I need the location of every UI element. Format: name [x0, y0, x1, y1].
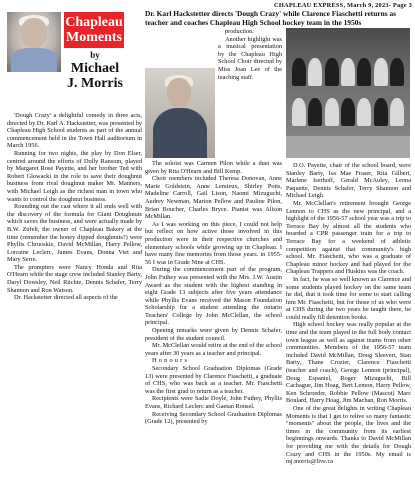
paragraph: Running for two nights, the play by Don Elser, centred around the efforts of Dolly Ransom, played by Margaret Rose Payette, and her brother Ted with Robert Glowacki in the role to save their doughnut business from rival doughnut maker Mr. Manners, with Michael Leigh as the richest man in town who wants to control the doughnut business.	[7, 149, 142, 203]
paragraph: D.O. Payette, chair of the school board, were Stanley Barty, Isa Mae Fraser, Rita Gilbert, Marlene Iserhoff, Gerald McAuley, Leona Paquette, Dennis Schafer, Terry Shannon and Michael Leigh.	[286, 162, 411, 200]
paragraph: Opening remarks were given by Dennis Schafer, president of the student council.	[145, 327, 282, 342]
byline	[64, 50, 126, 91]
paragraph: During the commencement part of the program, John Futhey was presented with the Mrs. J.W. Austin Award as the student with the highest standing in eight Grade 13 subjects after five years attendance while Phyllis Evans received the Mason Foundation Scholarship for a student attending the ontario Teachers' College by John McClellan, the school principal.	[145, 266, 282, 327]
paragraph: One of the great delights in writing Chapleau Moments is that I get to relive so many fantastic "moments" about the people, the lives and the times in the community from its earliest beginnings onwards. Thanks to David McMillan for providing me with the details for Dough Crazy and CHS in the 1950s. My email is mj.morris@live.ca	[286, 405, 411, 466]
paragraph: Mr. McClellan's retirement brought George Lennon to CHS as the new principal, and a highlight of the 1956-57 school year was a trip to Terrace Bay by almost all the students who boarded a CPR passenger train for a trip to Terrace Bay for a weekend of athletic competition against that community's high school. Mr. Fiaschetti, who was a graduate of Chapleau minor hockey and had played for the Chapleau Trappers and Huskies was the coach.	[286, 199, 411, 276]
byline-by: by	[90, 50, 100, 60]
paragraph: 'Dough Crazy' a delightful comedy in three acts, directed by Dr. Karl A. Hackstetter, was presented by Chapleau High School students as part of the annual commencement held in the Town Hall auditorium in March 1956.	[7, 112, 142, 150]
author-photo	[7, 12, 61, 72]
paragraph: production.	[225, 28, 254, 35]
paragraph: Secondary School Graduation Diplomas (Grade 13) were presented by Clarence Fiaschetti, a graduate of CHS, who was back as a teacher. Mr. Fiaschetti was the first grad to return as a teacher.	[145, 365, 282, 395]
left-column	[7, 112, 142, 302]
column-masthead	[7, 12, 125, 110]
paragraph: Another highlight was a musical presentation by the Chapleau High School Choir directed by Miss Joan Lee of the teaching staff.	[218, 35, 282, 81]
article-headline: Dr. Karl Hackstetter directs 'Dough Crazy' while Clarence Fiaschetti returns as teacher and coaches Chapleau High School hockey team in the 1950s	[145, 9, 397, 27]
paragraph: Rounding out the cast where it all ends well with the discovery of the formula for Giant Doughnuts which saves the business, and were actually made by B.W. Zufelt, the owner of Chapleau Bakery at the time (remember the honey dipped doughnuts?) were Phyllis Chruoskie, David McMillan, Harry Pellow, Lorraine Leclerc, James Evans, Donna Viet and Mary Serre.	[7, 203, 142, 264]
honours-title: Honours	[152, 357, 190, 365]
running-head: CHAPLEAU EXPRESS, March 9, 2023- Page 3	[274, 2, 412, 9]
right-column	[286, 162, 411, 466]
paragraph: High school hockey was really popular at the time and the team played in the full body contact town league as well as against teams from other communities. Members of the 1956-57 team included David McMillan, Doug Sleevert, Stan Barty, Thane Crozier, Clarence Fiaschetti (teacher and coach), George Lennon (principal), Doug Espaniel, Roger Mizuguchi, Bill Cachague, Jim Hoag, Bert Lemon, Harry Pellow, Ken Schroeder, Robbie Pellow (Mascot) Marc Boulard, Harry Hoag, Jim Machan, Ron Morris.	[286, 321, 411, 405]
paragraph: As I was working on this piece, I could not help but reflect on how active those involved in this production were in their respective churches and elementary schools while growing up in Chapleau. I have many fine memories from those years. in 1955-56 I was in Grade Nine at CHS.	[145, 220, 282, 266]
paragraph: Mr. McClellan would retire at the end of the school years after 30 years as a teacher and principal.	[145, 342, 282, 357]
paragraph: The soloist was Carmen Pilon while a duet was given by Rita O'Hearn and Bill Kemp.	[145, 160, 282, 175]
portrait-photo	[145, 68, 215, 158]
middle-column-body	[145, 160, 282, 426]
column-name-box: Chapleau Moments	[64, 12, 124, 48]
paragraph: The prompters were Nancy Honda and Rita O'Hearn while the stage crew included Stanley Barty, Daryl Dowsley, Neil Ritchie, Dennis Schafer, Terry Shannon and Ron Watson.	[7, 263, 142, 294]
hockey-team-photo	[286, 28, 410, 158]
paragraph: Receiving Secondary School Graduation Diplomas (Grade 12), presented by	[145, 410, 282, 426]
paragraph: In fact, he was so well known as Clarence and some students played hockey on the same team he did, that it took time for some to start calling him Mr. Fiaschetti, but for those of us who were at CHS during the two years he taught there, he could really fill detention books.	[286, 275, 411, 321]
paragraph: Dr. Hackstetter directed all aspects of the	[14, 294, 118, 302]
paragraph: Choir members included Theresa Donovan, Anne Marie Goldstein, Anne Lemieux, Shirley Potts, Madeline Carroll, Gail Lison, Naomi Mizuguchi, Audrey Newman, Marion Pellow and Pauline Pilon, Brian Boucher, Charles Bryce. Pianist was Alison McMillan.	[145, 175, 282, 221]
paragraph: Recipients were Sadie Doyle, John Futhey, Phyllis Evans, Richard Leclerc and Gaetan Rousel.	[145, 395, 282, 410]
author-name: Michael J. Morris	[67, 61, 123, 91]
middle-column	[218, 28, 282, 81]
